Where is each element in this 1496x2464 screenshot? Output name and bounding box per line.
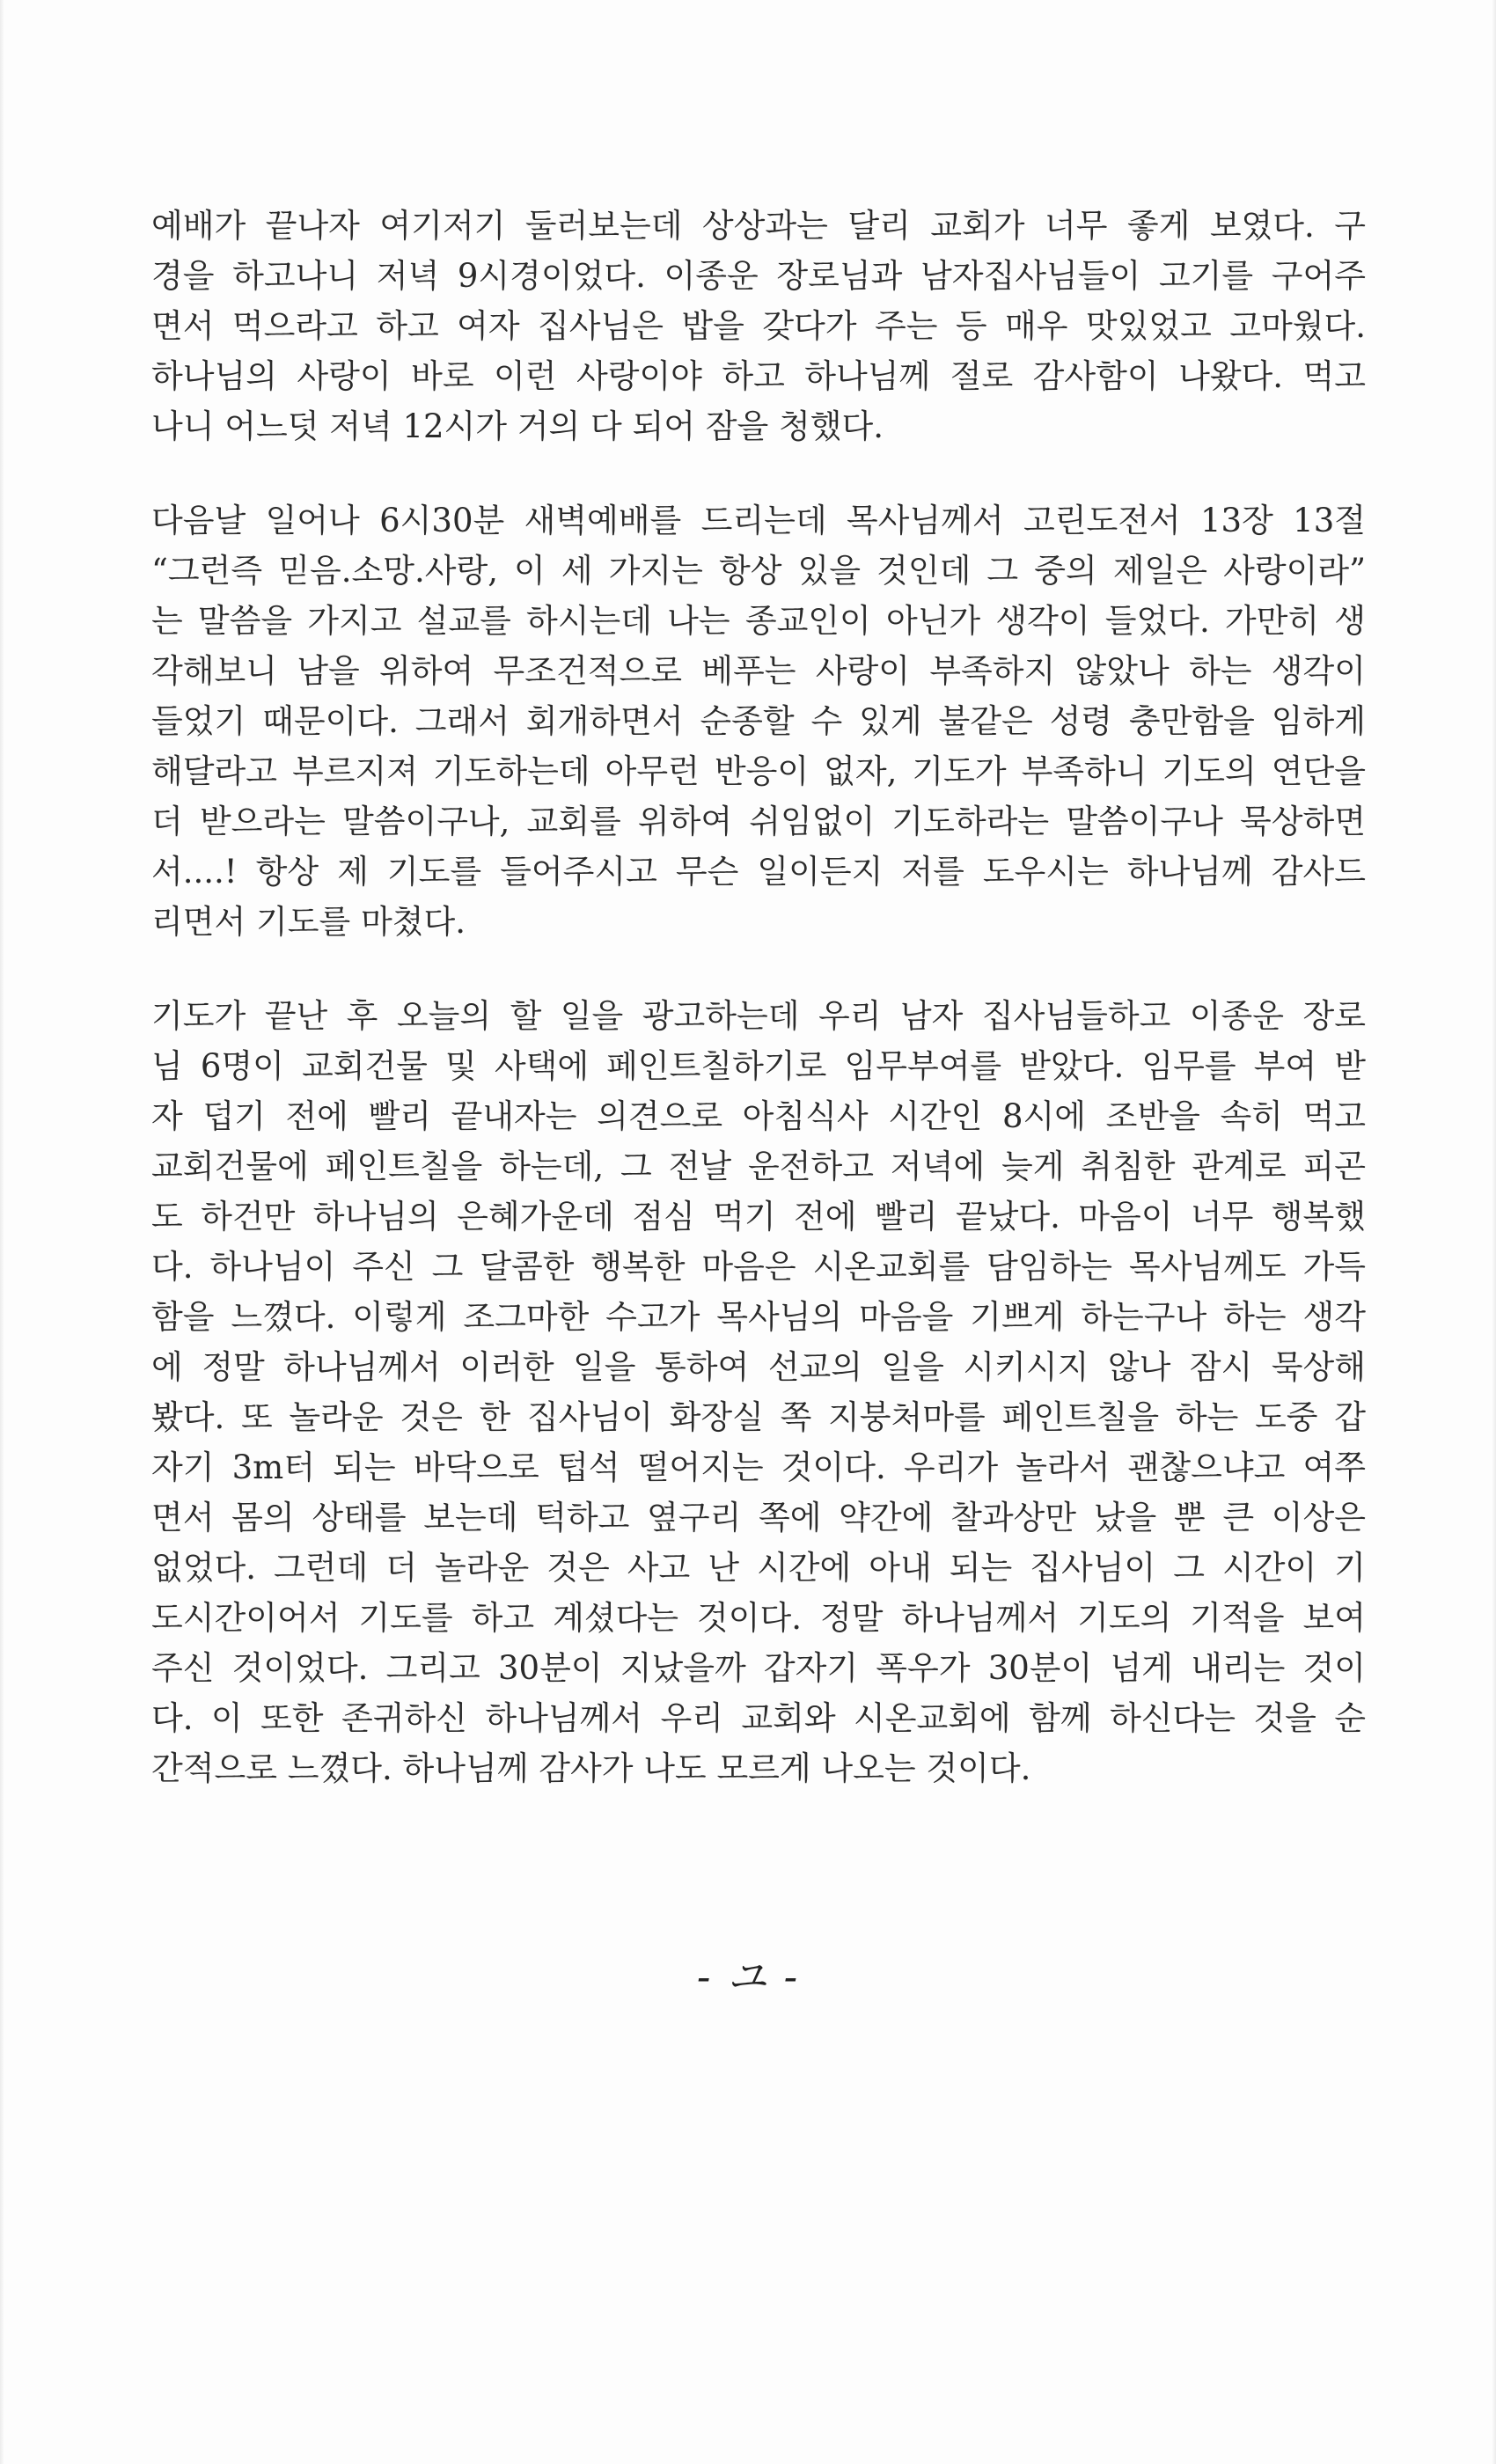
text-line: 다. 하나님이 주신 그 달콤한 행복한 마음은 시온교회를 담임하는 목사님께도 가득 (151, 1248, 1366, 1286)
text-line: “그런즉 믿음.소망.사랑, 이 세 가지는 항상 있을 것인데 그 중의 제일은 사랑이라” (151, 552, 1366, 590)
text-line: 각해보니 남을 위하여 무조건적으로 베푸는 사랑이 부족하지 않았나 하는 생각이 (151, 652, 1366, 690)
scan-edge-right (1492, 0, 1496, 2464)
text-line: 들었기 때문이다. 그래서 회개하면서 순종할 수 있게 불같은 성령 충만함을 임하게 (151, 702, 1366, 740)
text-line: 예배가 끝나자 여기저기 둘러보는데 상상과는 달리 교회가 너무 좋게 보였다. 구 (151, 207, 1366, 245)
text-line: 서....! 항상 제 기도를 들어주시고 무슨 일이든지 저를 도우시는 하나님께 감사드 (151, 853, 1366, 891)
scan-edge-left (0, 0, 4, 2464)
text-line: 다. 이 또한 존귀하신 하나님께서 우리 교회와 시온교회에 함께 하신다는 것을 순 (151, 1699, 1366, 1737)
paragraph (151, 991, 1366, 1793)
page-number: - ユ - (696, 1953, 800, 2000)
text-line: 면서 먹으라고 하고 여자 집사님은 밥을 갖다가 주는 등 매우 맛있었고 고마웠다. (151, 307, 1366, 345)
text-line: 는 말씀을 가지고 설교를 하시는데 나는 종교인이 아닌가 생각이 들었다. 가만히 생 (151, 602, 1366, 640)
text-line: 봤다. 또 놀라운 것은 한 집사님이 화장실 쪽 지붕처마를 페인트칠을 하는 도중 갑 (151, 1398, 1366, 1436)
text-line: 교회건물에 페인트칠을 하는데, 그 전날 운전하고 저녁에 늦게 취침한 관계로 피곤 (151, 1148, 1366, 1185)
text-line: 하나님의 사랑이 바로 이런 사랑이야 하고 하나님께 절로 감사함이 나왔다. 먹고 (151, 357, 1366, 395)
text-line: 함을 느꼈다. 이렇게 조그마한 수고가 목사님의 마음을 기쁘게 하는구나 하는 생각 (151, 1298, 1366, 1336)
text-line: 주신 것이었다. 그리고 30분이 지났을까 갑자기 폭우가 30분이 넘게 내리는 것이 (151, 1649, 1366, 1687)
text-line: 리면서 기도를 마쳤다. (151, 903, 466, 941)
text-line: 간적으로 느꼈다. 하나님께 감사가 나도 모르게 나오는 것이다. (151, 1749, 1031, 1787)
text-line: 다음날 일어나 6시30분 새벽예배를 드리는데 목사님께서 고린도전서 13장 13절 (151, 502, 1366, 539)
text-line: 나니 어느덧 저녁 12시가 거의 다 되어 잠을 청했다. (151, 407, 884, 445)
text-line: 더 받으라는 말씀이구나, 교회를 위하여 쉬임없이 기도하라는 말씀이구나 묵상하면 (151, 803, 1366, 840)
text-line: 도 하건만 하나님의 은혜가운데 점심 먹기 전에 빨리 끝났다. 마음이 너무 행복했 (151, 1198, 1366, 1236)
text-line: 에 정말 하나님께서 이러한 일을 통하여 선교의 일을 시키시지 않나 잠시 묵상해 (151, 1348, 1366, 1386)
text-line: 기도가 끝난 후 오늘의 할 일을 광고하는데 우리 남자 집사님들하고 이종운 장로 (151, 997, 1366, 1035)
body-text (151, 201, 1366, 1793)
text-line: 도시간이어서 기도를 하고 계셨다는 것이다. 정말 하나님께서 기도의 기적을 보여 (151, 1599, 1366, 1637)
text-line: 님 6명이 교회건물 및 사택에 페인트칠하기로 임무부여를 받았다. 임무를 부여 받 (151, 1047, 1366, 1085)
text-line: 면서 몸의 상태를 보는데 턱하고 옆구리 쪽에 약간에 찰과상만 났을 뿐 큰 이상은 (151, 1499, 1366, 1536)
text-line: 경을 하고나니 저녁 9시경이었다. 이종운 장로님과 남자집사님들이 고기를 구어주 (151, 257, 1366, 295)
paragraph (151, 495, 1366, 947)
paragraph (151, 201, 1366, 451)
text-line: 자 덥기 전에 빨리 끝내자는 의견으로 아침식사 시간인 8시에 조반을 속히 먹고 (151, 1097, 1366, 1135)
text-line: 해달라고 부르지져 기도하는데 아무런 반응이 없자, 기도가 부족하니 기도의 연단을 (151, 752, 1366, 790)
text-line: 없었다. 그런데 더 놀라운 것은 사고 난 시간에 아내 되는 집사님이 그 시간이 기 (151, 1549, 1366, 1587)
text-line: 자기 3m터 되는 바닥으로 텁석 떨어지는 것이다. 우리가 놀라서 괜찮으냐고 여쭈 (151, 1448, 1366, 1486)
